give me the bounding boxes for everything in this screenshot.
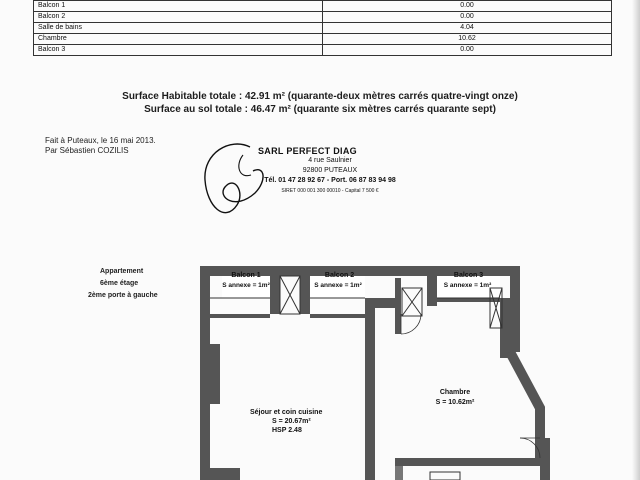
surface-sol-total: Surface au sol totale : 46.47 m² (quarante six mètres carrés quarante sept) [144,104,496,115]
row-value: 10.62 [323,34,612,45]
row-value: 0.00 [323,12,612,23]
table-row [34,34,612,45]
apartment-line: 2ème porte à gauche [88,292,158,299]
signature-place-date [45,136,156,156]
balcon2-label: Balcon 2 [324,272,355,279]
stamp-company: SARL PERFECT DIAG [258,146,357,156]
chambre-area: S = 10.62m² [435,399,475,406]
author-text: Par Sébastien COZILIS [45,146,129,155]
row-value: 0.00 [323,1,612,12]
apartment-line: Appartement [100,268,144,275]
floor-plan [0,258,640,480]
row-label: Chambre [34,34,323,45]
balcon3-label: Balcon 3 [453,272,484,279]
table-row [34,1,612,12]
sejour-hsp: HSP 2.48 [272,427,302,434]
apartment-line: 6ème étage [100,280,139,287]
place-date-text: Fait à Puteaux, le 16 mai 2013. [45,136,156,145]
balcon3-area: S annexe = 1m² [443,282,492,289]
table-row [34,12,612,23]
row-label: Salle de bains [34,23,323,34]
chambre-label [425,388,485,408]
row-value: 4.04 [323,23,612,34]
row-label: Balcon 2 [34,12,323,23]
stamp-phone: Tél. 01 47 28 92 67 - Port. 06 87 83 94 98 [264,177,396,184]
floor-plan-drawing [0,258,640,480]
sejour-area: S = 20.67m² [272,418,311,425]
surface-habitable-total: Surface Habitable totale : 42.91 m² (quarante-deux mètres carrés quatre-vingt onze) [122,91,518,102]
totals-block [0,90,640,116]
stamp-street: 4 rue Saulnier [308,157,352,164]
chambre-name: Chambre [439,389,471,396]
balcon1-name: Balcon 1 [231,272,261,279]
table-row [34,23,612,34]
stamp-city: 92800 PUTEAUX [302,167,358,174]
sejour-label [250,408,340,435]
company-stamp [250,146,410,196]
row-value: 0.00 [323,45,612,56]
balcon1-label [222,272,270,279]
surface-table [33,0,612,56]
stamp-legal: SIRET 000 001 300 00010 - Capital 7 500 € [281,188,379,194]
row-label: Balcon 3 [34,45,323,56]
balcon1-area: S annexe = 1m² [222,282,270,289]
sejour-name: Séjour et coin cuisine [250,409,323,416]
balcon2-area: S annexe = 1m² [314,282,362,289]
row-label: Balcon 1 [34,1,323,12]
page-edge-shadow [632,0,640,480]
table-row [34,45,612,56]
